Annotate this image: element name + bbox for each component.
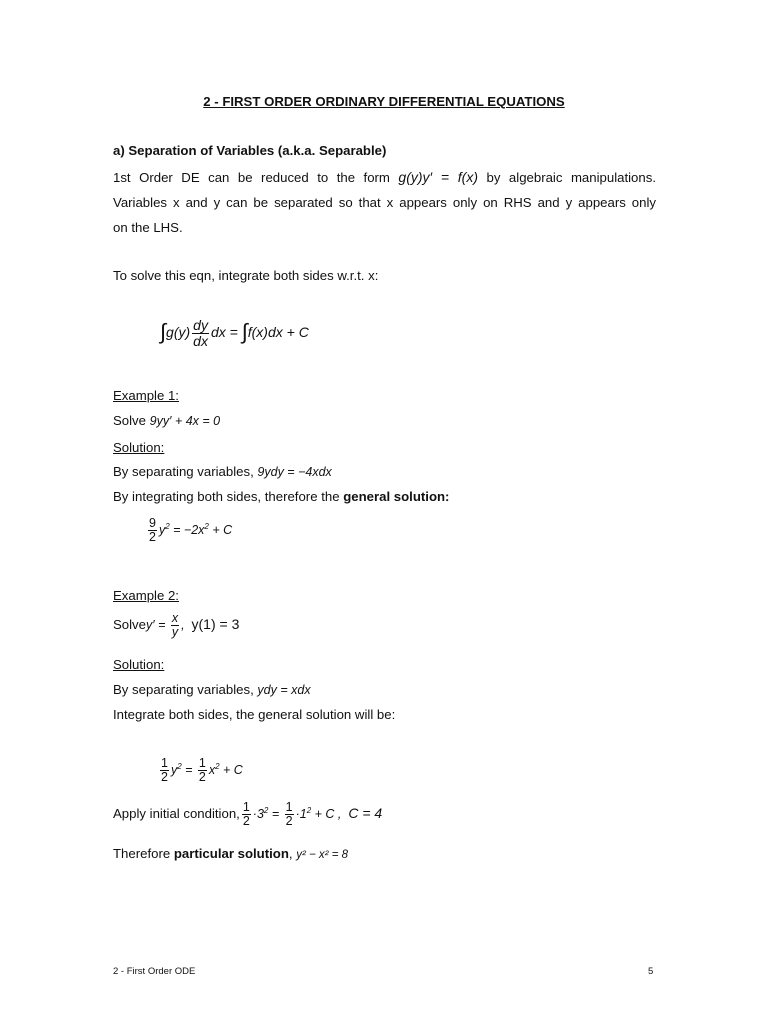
- initial-condition-eq: $\frac{1}{2}$ $\cdot 3^2$ = $\frac{1}{2}$ $\cdot 1^2 + C$ , C = 4: [242, 800, 383, 829]
- example-1-general-solution: $\frac{9}{2}$ $y^2 = -2x^2 + C$: [149, 516, 233, 545]
- intro-line-1-post: by algebraic manipulations.: [486, 170, 656, 185]
- example-2-integrate-text: Integrate both sides, the general solution will be:: [113, 707, 396, 722]
- particular-solution-label: particular solution: [173, 846, 289, 861]
- intro-line-3: on the LHS.: [113, 220, 183, 235]
- example-1-solution-label: Solution:: [113, 440, 165, 455]
- example-2-problem: [113, 612, 239, 639]
- example-2-separated-eq: ydy = xdx: [257, 683, 311, 697]
- example-2-label: Example 2:: [113, 588, 179, 603]
- solve-instruction: To solve this eqn, integrate both sides w.r.t. x:: [113, 268, 379, 283]
- initial-condition-text: Apply initial condition,: [113, 805, 240, 821]
- example-1-equation: 9yy′ + 4x = 0: [149, 414, 221, 428]
- example-2-separating: [113, 682, 311, 697]
- particular-solution-eq: y² − x² = 8: [296, 849, 349, 861]
- separating-text: By separating variables,: [113, 464, 254, 479]
- separating-text: By separating variables,: [113, 682, 254, 697]
- example-1-separated-eq: 9ydy = −4xdx: [257, 465, 332, 479]
- general-solution-label: general solution:: [343, 489, 450, 504]
- intro-line-2: Variables x and y can be separated so that x appears only on RHS and y appears only: [113, 195, 656, 210]
- example-2-general-solution: $\frac{1}{2}$ $y^2$ = $\frac{1}{2}$ $x^2 + C$: [161, 756, 243, 785]
- example-2-particular: Therefore particular solution, y² − x² = 8: [113, 846, 349, 861]
- example-2-solution-label: Solution:: [113, 657, 165, 672]
- integrating-text: By integrating both sides, therefore the: [113, 489, 340, 504]
- form-equation: g(y)y′ = f(x): [398, 169, 478, 185]
- solve-prefix: Solve: [113, 616, 146, 632]
- section-heading: a) Separation of Variables (a.k.a. Separable): [113, 143, 387, 158]
- example-2-equation: y′ = $\frac{x}{y}$ , y(1) = 3: [146, 611, 240, 640]
- main-integral-equation: ∫g(y) $\frac{dy}{dx}$ dx = ∫f(x)dx + C: [160, 317, 309, 349]
- example-2-initial-condition: [113, 801, 382, 828]
- particular-prefix: Therefore: [113, 846, 171, 861]
- example-1-label: Example 1:: [113, 388, 179, 403]
- example-1-integrating: [113, 489, 449, 504]
- footer-left: 2 - First Order ODE: [113, 966, 196, 977]
- page-title: 2 - FIRST ORDER ORDINARY DIFFERENTIAL EQUATIONS: [203, 94, 565, 109]
- solve-prefix: Solve: [113, 413, 146, 428]
- example-1-problem: [113, 413, 220, 428]
- intro-line-1-text: 1st Order DE can be reduced to the form: [113, 170, 390, 185]
- page-number: 5: [648, 966, 654, 977]
- example-1-separating: [113, 464, 332, 479]
- intro-line-1: [113, 169, 656, 185]
